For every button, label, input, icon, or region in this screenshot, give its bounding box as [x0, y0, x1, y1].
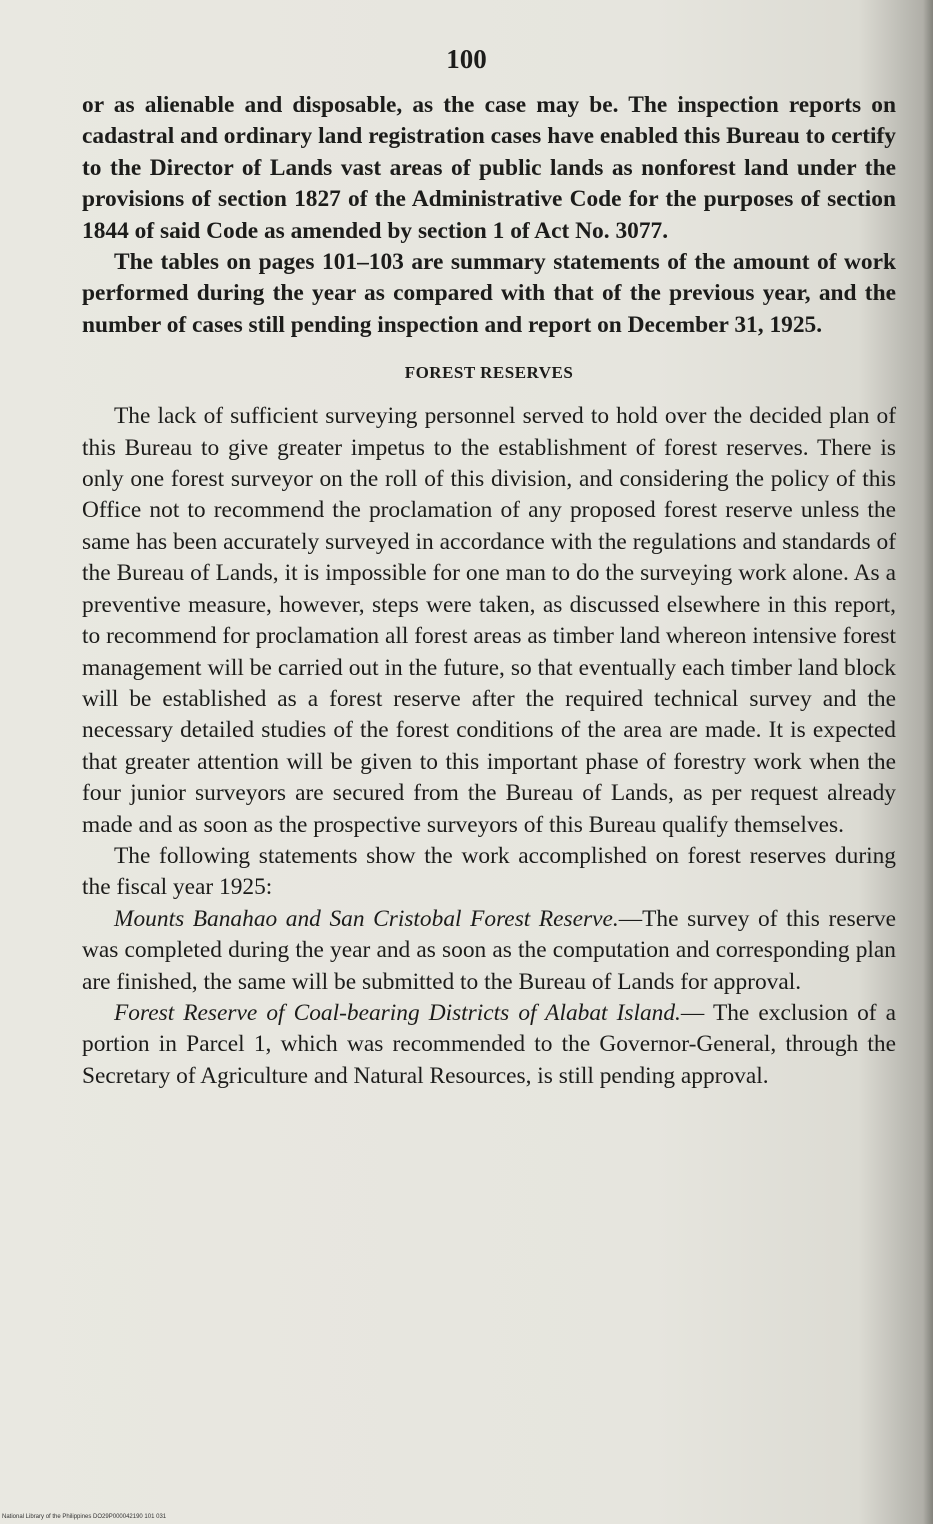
page-binding-shadow — [923, 0, 933, 1524]
paragraph-tables-summary: The tables on pages 101–103 are summary statements of the amount of work performed during the year as compared with that of the previous year, and the number of cases still pending inspection and report on December 31, 1925. — [82, 249, 896, 338]
paragraph-statements-intro: The following statements show the work accomplished on forest reserves during the fiscal year 1925: — [82, 842, 896, 901]
scan-footer: National Library of the Philippines DO29P000042190 101 031 — [2, 1514, 167, 1520]
entry-title: Forest Reserve of Coal-bearing Districts of Alabat Island. — [114, 999, 681, 1026]
entry-alabat — [82, 998, 896, 1092]
paragraph-continued: or as alienable and disposable, as the case may be. The inspection reports on cadastral and ordinary land registration cases have enabled this Bureau to certify to the Director of Lands vast areas of public lands as nonforest land under the provisions of section 1827 of the Administrative Code for the purposes of section 1844 of said Code as amended by section 1 of Act No. 3077. — [82, 92, 896, 244]
entry-text: —The survey of this reserve was completed during the year and as soon as the computation and corresponding plan are finished, the same will be submitted to the Bureau of Lands for approval. — [82, 905, 896, 995]
entry-banahao — [82, 904, 896, 998]
paragraph-personnel: The lack of sufficient surveying personnel served to hold over the decided plan of this Bureau to give greater impetus to the establishment of forest reserves. There is only one forest surveyor on the roll of this division, and considering the policy of this Office not to recommend the proclamation of any proposed forest reserve unless the same has been accurately surveyed in accordance with the regulations and standards of the Bureau of Lands, it is impossible for one man to do the surveying work alone. As a preventive measure, however, steps were taken, as discussed elsewhere in this report, to recommend for proclamation all forest areas as timber land whereon intensive forest management will be carried out in the future, so that eventually each timber land block will be established as a forest reserve after the required technical survey and the necessary detailed studies of the forest conditions of the area are made. It is expected that greater attention will be given to this important phase of forestry work when the four junior surveyors are secured from the Bureau of Lands, as per request already made and as soon as the prospective surveyors of this Bureau qualify themselves. — [82, 403, 896, 838]
page-number: 100 — [446, 44, 487, 74]
entry-text: — The exclusion of a portion in Parcel 1, which was recommended to the Governor-General, through the Secretary of Agriculture and Natural Resources, is still pending approval. — [82, 999, 896, 1089]
entry-title: Mounts Banahao and San Cristobal Forest Reserve. — [114, 905, 619, 932]
body-text — [82, 90, 896, 1092]
section-heading-forest-reserves: FOREST RESERVES — [404, 363, 574, 383]
